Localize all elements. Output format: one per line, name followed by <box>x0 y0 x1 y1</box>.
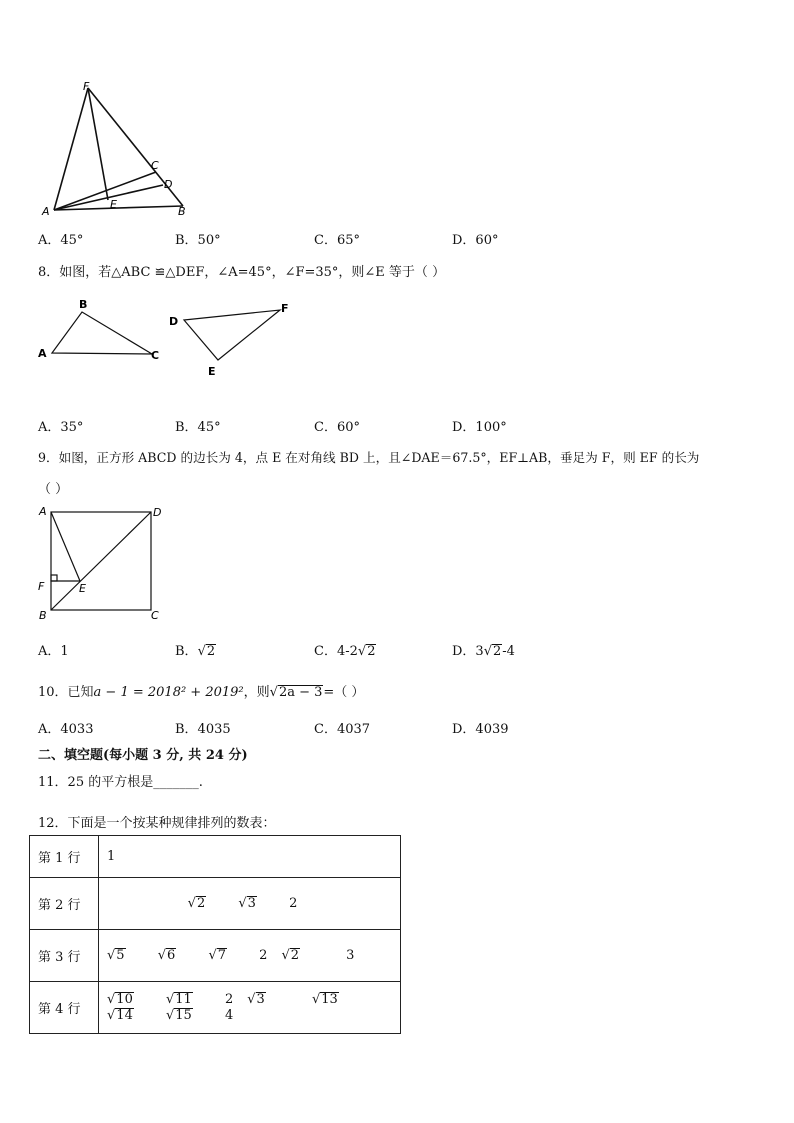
q7-option-a: A．45° <box>38 233 84 248</box>
q9-label-d: D <box>153 506 162 519</box>
q7-label-c: C <box>151 159 159 172</box>
row-head: 第 4 行 <box>30 982 99 1034</box>
q8-option-c: C．60° <box>314 420 360 435</box>
q7-label-b: B <box>178 205 186 218</box>
q9-option-c: C．4-2√2 <box>314 644 376 659</box>
q7-option-c: C．65° <box>314 233 360 248</box>
q8-label-f: F <box>281 302 289 315</box>
q8-option-b: B．45° <box>175 420 221 435</box>
q10-text: 10．已知a − 1 = 2018² + 2019²，则√2a − 3=（ ） <box>38 685 365 700</box>
q9-figure <box>36 502 168 624</box>
q7-label-e: E <box>110 198 117 211</box>
q7-figure <box>38 80 198 220</box>
number-table <box>29 835 401 1034</box>
q8-label-e: E <box>208 365 216 378</box>
q9-label-b: B <box>39 609 47 622</box>
row-values: √2 √3 2 <box>99 878 401 930</box>
q12-text: 12．下面是一个按某种规律排列的数表： <box>38 816 276 831</box>
q8-option-d: D．100° <box>452 420 507 435</box>
q8-text: 8．如图，若△ABC ≌△DEF，∠A=45°，∠F=35°，则∠E 等于（ ） <box>38 265 446 280</box>
table-row <box>30 930 401 982</box>
q11-text: 11．25 的平方根是_______. <box>38 775 203 790</box>
q9-label-a: A <box>39 505 47 518</box>
q7-label-d: D <box>164 178 173 191</box>
row-head: 第 2 行 <box>30 878 99 930</box>
row-values: √5 √6 √7 2 √2 3 <box>99 930 401 982</box>
q8-label-c: C <box>151 349 160 362</box>
q7-option-d: D．60° <box>452 233 499 248</box>
q10-option-b: B．4035 <box>175 722 231 737</box>
q8-label-a: A <box>38 347 47 360</box>
q9-option-a: A．1 <box>38 644 69 659</box>
q8-option-a: A．35° <box>38 420 84 435</box>
q7-label-a: A <box>42 205 50 218</box>
q9-label-c: C <box>151 609 159 622</box>
table-row <box>30 982 401 1034</box>
q9-paren: （ ） <box>38 482 69 497</box>
row-values: √10 √11 2 √3 √13 √14 √15 4 <box>99 982 401 1034</box>
q8-label-b: B <box>79 298 88 311</box>
row-head: 第 1 行 <box>30 836 99 878</box>
q9-label-f: F <box>38 580 45 593</box>
q10-option-c: C．4037 <box>314 722 371 737</box>
q9-text: 9．如图，正方形 ABCD 的边长为 4，点 E 在对角线 BD 上，且∠DAE＝67.5°，EF⊥AB，垂足为 F，则 EF 的长为 <box>38 450 700 465</box>
row-head: 第 3 行 <box>30 930 99 982</box>
q10-option-d: D．4039 <box>452 722 509 737</box>
q9-option-b: B．√2 <box>175 644 216 659</box>
q9-option-d: D．3√2-4 <box>452 644 515 659</box>
table-row <box>30 836 401 878</box>
q8-figure <box>36 296 296 380</box>
q10-option-a: A．4033 <box>38 722 94 737</box>
q9-label-e: E <box>79 582 86 595</box>
q8-label-d: D <box>169 315 179 328</box>
section-2-heading: 二、填空题(每小题 3 分, 共 24 分) <box>38 748 248 763</box>
q7-option-b: B．50° <box>175 233 221 248</box>
q7-label-f: F <box>83 80 90 93</box>
table-row <box>30 878 401 930</box>
row-values: 1 <box>99 836 401 878</box>
